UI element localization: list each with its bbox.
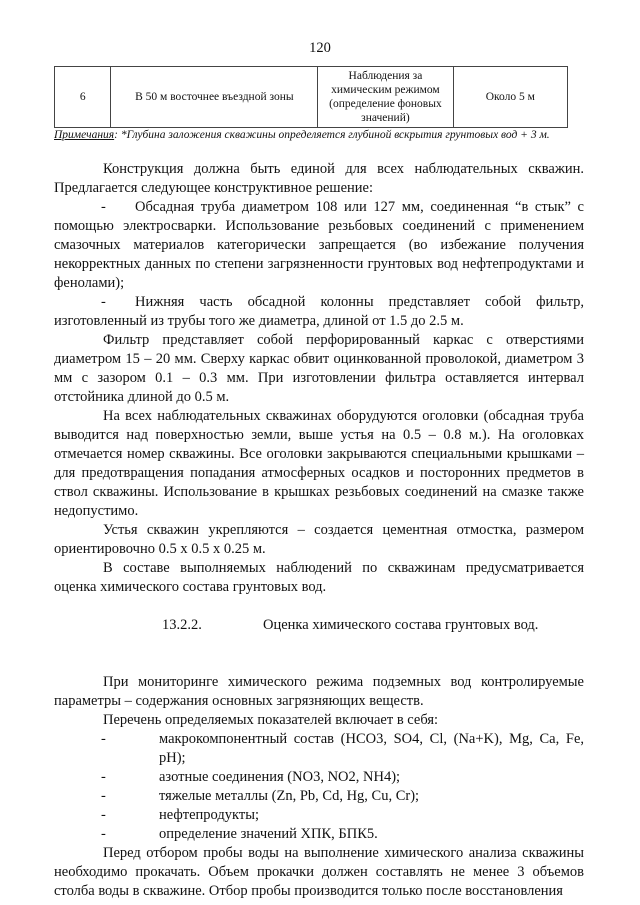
section-title: Оценка химического состава грунтовых вод. [263, 617, 539, 633]
note-text: : *Глубина заложения скважины определяется глубиной вскрытия грунтовых вод + 3 м. [114, 129, 550, 141]
bullet-casing-pipe [54, 198, 584, 293]
dash-marker: - [101, 199, 106, 215]
list-item [54, 787, 584, 806]
dash-marker: - [101, 826, 106, 842]
list-item-text: нефтепродукты; [159, 807, 259, 823]
list-item [54, 730, 584, 768]
table-cell-purpose: Наблюдения за химическим режимом (определение фоновых значений) [318, 67, 453, 128]
dash-marker: - [101, 731, 106, 747]
document-body [54, 160, 584, 901]
list-item-text: определение значений ХПК, БПК5. [159, 826, 378, 842]
dash-marker: - [101, 294, 106, 310]
paragraph-construction: Конструкция должна быть единой для всех наблюдательных скважин. Предлагается следующее конструктивное решение: [54, 161, 584, 196]
section-heading [54, 616, 584, 635]
bullet-filter-part [54, 293, 584, 331]
paragraph-filter: Фильтр представляет собой перфорированный каркас с отверстиями диаметром 15 – 20 мм. Сверху каркас обвит оцинкованной проволокой, диаметром 3 мм с зазором 0.1 – 0.3 мм. При изготовлении фильтра оставляется интервал отстойника длиной до 0.5 м. [54, 332, 584, 405]
list-item-text: тяжелые металлы (Zn, Pb, Cd, Hg, Cu, Cr); [159, 788, 420, 804]
table-cell-location: В 50 м восточнее въездной зоны [111, 67, 318, 128]
list-item [54, 806, 584, 825]
table-cell-depth: Около 5 м [453, 67, 567, 128]
paragraph-sampling: Перед отбором пробы воды на выполнение химического анализа скважины необходимо прокачать. Объем прокачки должен составлять не менее 3 объемов столба воды в скважине. Отбор пробы производится только после восстановления [54, 845, 584, 899]
paragraph-wellheads: Устья скважин укрепляются – создается цементная отмостка, размером ориентировочно 0.5 х 0.5 х 0.25 м. [54, 522, 584, 557]
paragraph-headers: На всех наблюдательных скважинах оборудуются оголовки (обсадная труба выводится над поверхностью земли, выше устья на 0.5 – 0.8 м.). На оголовках отмечается номер скважины. Все оголовки закрываются специальными крышками – для предотвращения попадания атмосферных осадков и посторонних предметов в ствол скважины. Использование в крышках резьбовых соединений на смазке также недопустимо. [54, 408, 584, 519]
list-item [54, 825, 584, 844]
list-item-text: макрокомпонентный состав (HCO3, SO4, Cl, (Na+K), Mg, Ca, Fe, pH); [159, 731, 584, 766]
dash-marker: - [101, 807, 106, 823]
note-label: Примечания [54, 129, 115, 141]
bullet-filter-part-text: Нижняя часть обсадной колонны представляет собой фильтр, изготовленный из трубы того же диаметра, длиной от 1.5 до 2.5 м. [54, 294, 584, 329]
table-cell-number: 6 [55, 67, 111, 128]
bullet-casing-pipe-text: Обсадная труба диаметром 108 или 127 мм, соединенная “в стык” с помощью электросварки. Использование резьбовых соединений с применением смазочных материалов категорически запрещается (во избежание получения некорректных данных по степени загрязненности грунтовых вод нефтепродуктами и фенолами); [54, 199, 584, 291]
section-number: 13.2.2. [162, 617, 202, 633]
dash-marker: - [101, 769, 106, 785]
paragraph-monitoring: При мониторинге химического режима подземных вод контролируемые параметры – содержания основных загрязняющих веществ. [54, 674, 584, 709]
table-row [55, 67, 568, 128]
page-number: 120 [309, 40, 331, 56]
observation-table [54, 66, 568, 128]
table-note [54, 128, 584, 142]
dash-marker: - [101, 788, 106, 804]
list-item-text: азотные соединения (NO3, NO2, NH4); [159, 769, 401, 785]
list-item [54, 768, 584, 787]
paragraph-observations: В составе выполняемых наблюдений по скважинам предусматривается оценка химического состава грунтовых вод. [54, 560, 584, 595]
paragraph-indicators-intro: Перечень определяемых показателей включает в себя: [103, 712, 439, 728]
